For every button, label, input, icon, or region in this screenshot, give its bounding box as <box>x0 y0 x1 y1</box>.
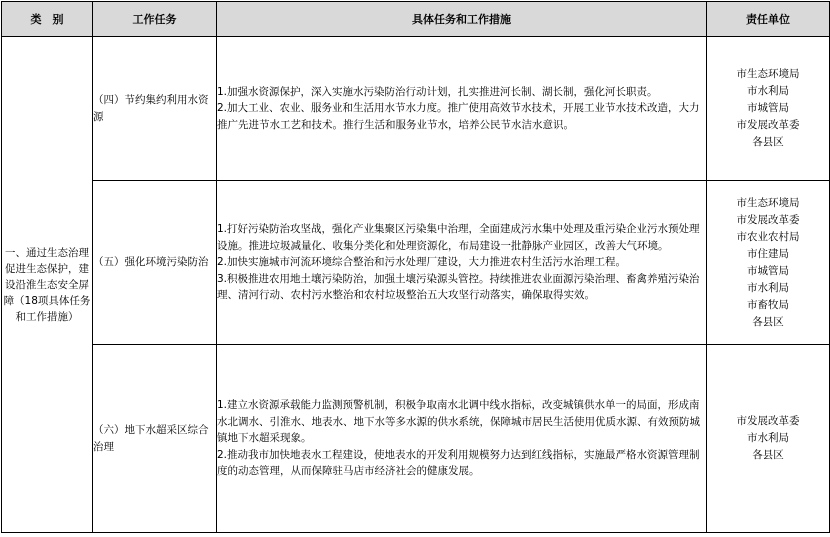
measures-cell <box>217 37 707 181</box>
unit-item: 各县区 <box>752 136 784 148</box>
unit-item: 市住建局 <box>747 247 789 260</box>
unit-item: 市生态环境局 <box>736 196 800 209</box>
units-cell <box>707 345 830 533</box>
unit-item: 市发展改革委 <box>736 415 800 427</box>
unit-item: 市城管局 <box>747 264 789 277</box>
unit-item: 各县区 <box>752 315 784 328</box>
header-row <box>2 2 830 37</box>
unit-item: 市畜牧局 <box>747 298 789 311</box>
header-units: 责任单位 <box>707 2 830 37</box>
units-cell <box>707 181 830 345</box>
unit-item: 市发展改革委 <box>736 213 800 226</box>
measures-cell <box>217 181 707 345</box>
unit-item: 市农业农村局 <box>736 230 800 243</box>
measure-item: 1.加强水资源保护，深入实施水污染防治行动计划，扎实推进河长制、湖长制，强化河长职责。 <box>217 85 658 98</box>
measure-item: 1.建立水资源承载能力监测预警机制，积极争取南水北调中线水指标，改变城镇供水单一的局面，形成南水北调水、引淮水、地表水、地下水等多水源的供水系统，保障城市居民生活使用优质水源、有效预防城镇地下水超采现象。 <box>217 399 700 445</box>
task-cell: （四）节约集约利用水资源 <box>93 37 217 181</box>
table-row <box>2 345 830 533</box>
measure-item: 2.加快实施城市河流环境综合整治和污水处理厂建设，大力推进农村生活污水治理工程。 <box>217 256 627 269</box>
measure-item: 3.积极推进农用地土壤污染防治，加强土壤污染源头管控。持续推进农业面源污染治理、畜禽养殖污染治理、清河行动、农村污水整治和农村垃圾整治五大攻坚行动落实，确保取得实效。 <box>217 272 700 302</box>
task-cell: （六）地下水超采区综合治理 <box>93 345 217 533</box>
units-cell <box>707 37 830 181</box>
unit-item: 市发展改革委 <box>736 119 800 131</box>
unit-item: 市水利局 <box>747 281 789 294</box>
header-measures: 具体任务和工作措施 <box>217 2 707 37</box>
measure-item: 2.加大工业、农业、服务业和生活用水节水力度。推广使用高效节水技术，开展工业节水技术改造，大力推广先进节水工艺和技术。推行生活和服务业节水，培养公民节水洁水意识。 <box>217 102 700 131</box>
header-task: 工作任务 <box>93 2 217 37</box>
table-row <box>2 37 830 181</box>
task-cell: （五）强化环境污染防治 <box>93 181 217 345</box>
unit-item: 市水利局 <box>747 432 789 444</box>
unit-item: 市城管局 <box>747 102 789 114</box>
table-row <box>2 181 830 345</box>
unit-item: 市水利局 <box>747 85 789 97</box>
category-cell: 一、通过生态治理促进生态保护，建设沿淮生态安全屏障（18项具体任务和工作措施） <box>2 37 93 533</box>
measures-cell <box>217 345 707 533</box>
measure-item: 1.打好污染防治攻坚战，强化产业集聚区污染集中治理，全面建成污水集中处理及重污染企业污水预处理设施。推进垃圾减量化、收集分类化和处理资源化，布局建设一批静脉产业园区，改善大气环境。 <box>217 223 700 252</box>
unit-item: 各县区 <box>752 449 784 461</box>
unit-item: 市生态环境局 <box>736 68 800 80</box>
measure-item: 2.推动我市加快地表水工程建设，使地表水的开发利用规模努力达到红线指标，实施最严格水资源管理制度的动态管理，从而保障驻马店市经济社会的健康发展。 <box>217 448 700 478</box>
task-table <box>1 1 830 533</box>
header-category: 类 别 <box>2 2 93 37</box>
